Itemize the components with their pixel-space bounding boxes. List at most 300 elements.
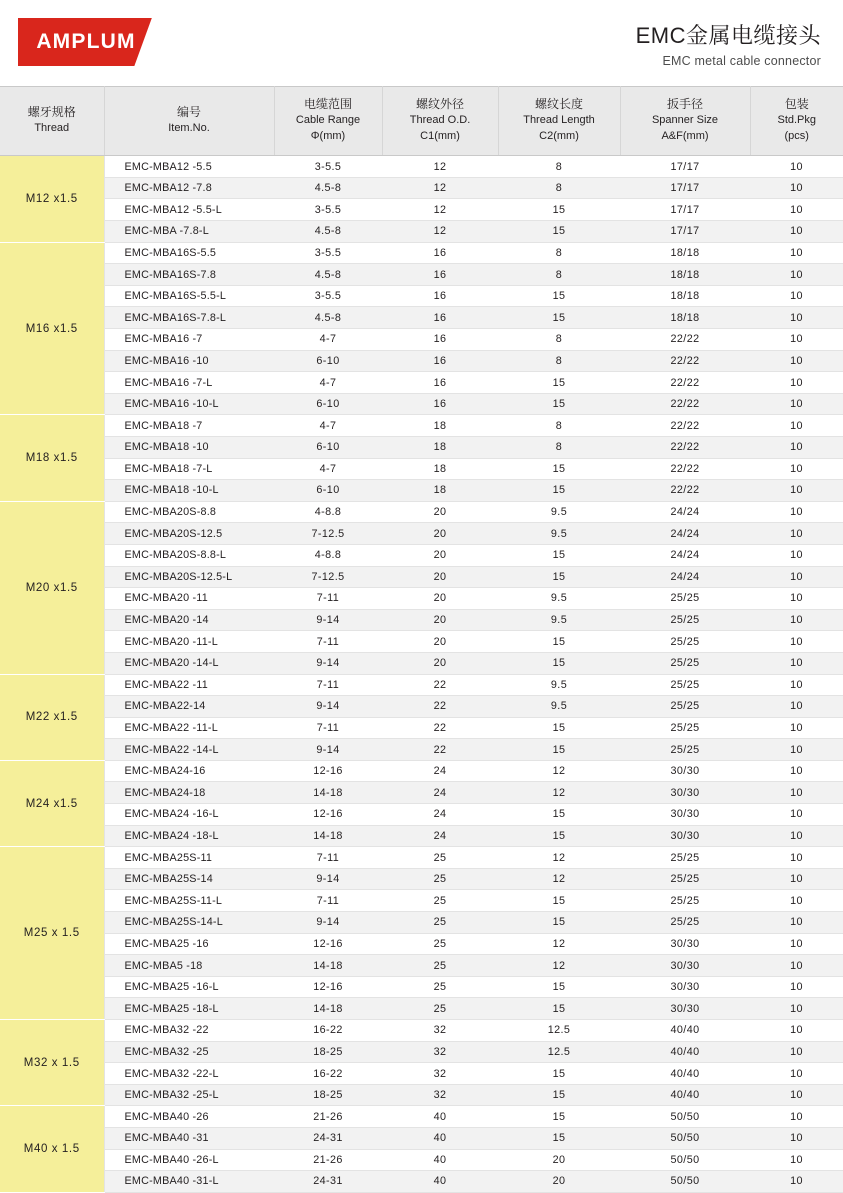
std-pkg-cell: 10	[750, 696, 843, 718]
thread-length-cell: 9.5	[498, 501, 620, 523]
std-pkg-cell: 10	[750, 825, 843, 847]
thread-od-cell: 32	[382, 1041, 498, 1063]
thread-group-cell: M32 x 1.5	[0, 1020, 104, 1106]
thread-od-cell: 16	[382, 393, 498, 415]
spanner-size-cell: 25/25	[620, 631, 750, 653]
item-no-cell: EMC-MBA18 -10-L	[104, 480, 274, 502]
std-pkg-cell: 10	[750, 804, 843, 826]
table-row	[0, 307, 843, 329]
thread-od-cell: 25	[382, 847, 498, 869]
column-header-unit: Φ(mm)	[310, 130, 346, 143]
thread-length-cell: 8	[498, 177, 620, 199]
item-no-cell: EMC-MBA24 -18-L	[104, 825, 274, 847]
column-header-1	[104, 87, 274, 156]
std-pkg-cell: 10	[750, 501, 843, 523]
table-header-row	[0, 87, 843, 156]
table-row	[0, 674, 843, 696]
std-pkg-cell: 10	[750, 912, 843, 934]
column-header-5	[620, 87, 750, 156]
std-pkg-cell: 10	[750, 544, 843, 566]
table-header	[0, 87, 843, 156]
spanner-size-cell: 24/24	[620, 523, 750, 545]
item-no-cell: EMC-MBA24-16	[104, 760, 274, 782]
column-header-en: Std.Pkg	[777, 114, 817, 127]
thread-length-cell: 15	[498, 199, 620, 221]
spanner-size-cell: 22/22	[620, 393, 750, 415]
spanner-size-cell: 22/22	[620, 480, 750, 502]
cable-range-cell: 12-16	[274, 760, 382, 782]
std-pkg-cell: 10	[750, 1084, 843, 1106]
table-row	[0, 436, 843, 458]
specification-table	[0, 86, 843, 1193]
spanner-size-cell: 40/40	[620, 1084, 750, 1106]
spanner-size-cell: 18/18	[620, 307, 750, 329]
spanner-size-cell: 50/50	[620, 1171, 750, 1193]
thread-length-cell: 12	[498, 955, 620, 977]
spanner-size-cell: 50/50	[620, 1106, 750, 1128]
thread-od-cell: 25	[382, 976, 498, 998]
table-row	[0, 631, 843, 653]
table-row	[0, 221, 843, 243]
thread-group-cell: M18 x1.5	[0, 415, 104, 501]
cable-range-cell: 24-31	[274, 1171, 382, 1193]
thread-length-cell: 20	[498, 1149, 620, 1171]
thread-length-cell: 15	[498, 1084, 620, 1106]
item-no-cell: EMC-MBA -7.8-L	[104, 221, 274, 243]
item-no-cell: EMC-MBA25 -16	[104, 933, 274, 955]
spanner-size-cell: 17/17	[620, 156, 750, 178]
thread-od-cell: 25	[382, 890, 498, 912]
spanner-size-cell: 22/22	[620, 372, 750, 394]
item-no-cell: EMC-MBA24 -16-L	[104, 804, 274, 826]
column-header-en: Spanner Size	[651, 114, 719, 127]
thread-length-cell: 15	[498, 1106, 620, 1128]
spanner-size-cell: 25/25	[620, 890, 750, 912]
table-row	[0, 976, 843, 998]
thread-od-cell: 25	[382, 868, 498, 890]
std-pkg-cell: 10	[750, 566, 843, 588]
cable-range-cell: 4.5-8	[274, 307, 382, 329]
table-row	[0, 955, 843, 977]
column-header-unit: A&F(mm)	[661, 130, 709, 143]
std-pkg-cell: 10	[750, 177, 843, 199]
thread-length-cell: 15	[498, 285, 620, 307]
spanner-size-cell: 40/40	[620, 1041, 750, 1063]
column-header-en: Cable Range	[295, 114, 361, 127]
std-pkg-cell: 10	[750, 1171, 843, 1193]
table-row	[0, 890, 843, 912]
page-title	[636, 18, 821, 68]
spanner-size-cell: 18/18	[620, 264, 750, 286]
std-pkg-cell: 10	[750, 415, 843, 437]
item-no-cell: EMC-MBA25S-11-L	[104, 890, 274, 912]
column-header-6	[750, 87, 843, 156]
thread-length-cell: 8	[498, 242, 620, 264]
item-no-cell: EMC-MBA24-18	[104, 782, 274, 804]
item-no-cell: EMC-MBA16 -10	[104, 350, 274, 372]
thread-od-cell: 25	[382, 955, 498, 977]
table-row	[0, 847, 843, 869]
table-row	[0, 199, 843, 221]
thread-od-cell: 16	[382, 264, 498, 286]
thread-od-cell: 32	[382, 1084, 498, 1106]
table-row	[0, 760, 843, 782]
table-row	[0, 1084, 843, 1106]
item-no-cell: EMC-MBA18 -7	[104, 415, 274, 437]
spanner-size-cell: 30/30	[620, 998, 750, 1020]
cable-range-cell: 21-26	[274, 1149, 382, 1171]
thread-length-cell: 15	[498, 221, 620, 243]
column-header-cn: 包装	[784, 97, 809, 111]
table-row	[0, 868, 843, 890]
item-no-cell: EMC-MBA16 -7-L	[104, 372, 274, 394]
spanner-size-cell: 17/17	[620, 221, 750, 243]
cable-range-cell: 6-10	[274, 350, 382, 372]
thread-group-cell: M40 x 1.5	[0, 1106, 104, 1192]
thread-length-cell: 15	[498, 825, 620, 847]
cable-range-cell: 9-14	[274, 652, 382, 674]
table-row	[0, 523, 843, 545]
thread-length-cell: 15	[498, 372, 620, 394]
std-pkg-cell: 10	[750, 868, 843, 890]
item-no-cell: EMC-MBA16 -7	[104, 329, 274, 351]
spanner-size-cell: 25/25	[620, 847, 750, 869]
cable-range-cell: 6-10	[274, 436, 382, 458]
std-pkg-cell: 10	[750, 221, 843, 243]
spanner-size-cell: 25/25	[620, 739, 750, 761]
cable-range-cell: 7-11	[274, 847, 382, 869]
column-header-en: Thread Length	[523, 114, 595, 127]
spanner-size-cell: 25/25	[620, 912, 750, 934]
spanner-size-cell: 50/50	[620, 1127, 750, 1149]
table-row	[0, 177, 843, 199]
item-no-cell: EMC-MBA25 -16-L	[104, 976, 274, 998]
item-no-cell: EMC-MBA22 -11	[104, 674, 274, 696]
item-no-cell: EMC-MBA5 -18	[104, 955, 274, 977]
spanner-size-cell: 25/25	[620, 674, 750, 696]
table-row	[0, 350, 843, 372]
column-header-2	[274, 87, 382, 156]
cable-range-cell: 6-10	[274, 393, 382, 415]
std-pkg-cell: 10	[750, 307, 843, 329]
cable-range-cell: 14-18	[274, 782, 382, 804]
table-row	[0, 1106, 843, 1128]
table-row	[0, 1149, 843, 1171]
std-pkg-cell: 10	[750, 480, 843, 502]
cable-range-cell: 12-16	[274, 976, 382, 998]
thread-length-cell: 15	[498, 998, 620, 1020]
spanner-size-cell: 30/30	[620, 782, 750, 804]
item-no-cell: EMC-MBA16S-5.5	[104, 242, 274, 264]
item-no-cell: EMC-MBA16S-5.5-L	[104, 285, 274, 307]
thread-od-cell: 25	[382, 998, 498, 1020]
thread-od-cell: 20	[382, 631, 498, 653]
item-no-cell: EMC-MBA12 -5.5	[104, 156, 274, 178]
thread-od-cell: 40	[382, 1171, 498, 1193]
cable-range-cell: 18-25	[274, 1084, 382, 1106]
std-pkg-cell: 10	[750, 717, 843, 739]
spanner-size-cell: 40/40	[620, 1063, 750, 1085]
thread-length-cell: 15	[498, 804, 620, 826]
item-no-cell: EMC-MBA22 -11-L	[104, 717, 274, 739]
cable-range-cell: 4.5-8	[274, 264, 382, 286]
std-pkg-cell: 10	[750, 976, 843, 998]
column-header-cn: 电缆范围	[303, 97, 352, 111]
table-row	[0, 285, 843, 307]
thread-od-cell: 16	[382, 307, 498, 329]
cable-range-cell: 7-12.5	[274, 566, 382, 588]
thread-length-cell: 9.5	[498, 674, 620, 696]
brand-logo	[18, 18, 172, 66]
spanner-size-cell: 25/25	[620, 717, 750, 739]
thread-od-cell: 20	[382, 588, 498, 610]
std-pkg-cell: 10	[750, 1041, 843, 1063]
table-row	[0, 1041, 843, 1063]
thread-length-cell: 9.5	[498, 523, 620, 545]
cable-range-cell: 14-18	[274, 998, 382, 1020]
table-row	[0, 544, 843, 566]
spanner-size-cell: 17/17	[620, 199, 750, 221]
std-pkg-cell: 10	[750, 760, 843, 782]
cable-range-cell: 4.5-8	[274, 177, 382, 199]
spanner-size-cell: 30/30	[620, 804, 750, 826]
thread-length-cell: 8	[498, 329, 620, 351]
item-no-cell: EMC-MBA40 -26	[104, 1106, 274, 1128]
cable-range-cell: 4-7	[274, 372, 382, 394]
thread-od-cell: 22	[382, 674, 498, 696]
thread-od-cell: 12	[382, 221, 498, 243]
std-pkg-cell: 10	[750, 350, 843, 372]
item-no-cell: EMC-MBA40 -31-L	[104, 1171, 274, 1193]
std-pkg-cell: 10	[750, 523, 843, 545]
thread-od-cell: 20	[382, 544, 498, 566]
std-pkg-cell: 10	[750, 329, 843, 351]
thread-length-cell: 15	[498, 544, 620, 566]
thread-od-cell: 16	[382, 329, 498, 351]
thread-od-cell: 22	[382, 739, 498, 761]
thread-length-cell: 9.5	[498, 609, 620, 631]
item-no-cell: EMC-MBA25S-14-L	[104, 912, 274, 934]
brand-logo-text: AMPLUM	[36, 30, 136, 53]
spanner-size-cell: 30/30	[620, 976, 750, 998]
thread-od-cell: 24	[382, 760, 498, 782]
column-header-unit: (pcs)	[784, 130, 809, 143]
thread-length-cell: 15	[498, 1127, 620, 1149]
table-row	[0, 1127, 843, 1149]
item-no-cell: EMC-MBA20S-8.8-L	[104, 544, 274, 566]
std-pkg-cell: 10	[750, 285, 843, 307]
cable-range-cell: 14-18	[274, 825, 382, 847]
thread-od-cell: 24	[382, 782, 498, 804]
table-row	[0, 501, 843, 523]
std-pkg-cell: 10	[750, 264, 843, 286]
column-header-cn: 编号	[176, 104, 201, 119]
thread-od-cell: 24	[382, 825, 498, 847]
spanner-size-cell: 50/50	[620, 1149, 750, 1171]
item-no-cell: EMC-MBA20S-8.8	[104, 501, 274, 523]
cable-range-cell: 4-7	[274, 458, 382, 480]
item-no-cell: EMC-MBA32 -22-L	[104, 1063, 274, 1085]
spanner-size-cell: 30/30	[620, 825, 750, 847]
std-pkg-cell: 10	[750, 998, 843, 1020]
table-row	[0, 1063, 843, 1085]
thread-od-cell: 18	[382, 480, 498, 502]
thread-od-cell: 12	[382, 156, 498, 178]
thread-length-cell: 12	[498, 847, 620, 869]
item-no-cell: EMC-MBA20S-12.5-L	[104, 566, 274, 588]
thread-od-cell: 18	[382, 436, 498, 458]
spanner-size-cell: 17/17	[620, 177, 750, 199]
thread-od-cell: 20	[382, 652, 498, 674]
thread-od-cell: 18	[382, 415, 498, 437]
spanner-size-cell: 30/30	[620, 955, 750, 977]
cable-range-cell: 9-14	[274, 912, 382, 934]
std-pkg-cell: 10	[750, 631, 843, 653]
thread-od-cell: 25	[382, 933, 498, 955]
cable-range-cell: 24-31	[274, 1127, 382, 1149]
std-pkg-cell: 10	[750, 458, 843, 480]
item-no-cell: EMC-MBA32 -25	[104, 1041, 274, 1063]
item-no-cell: EMC-MBA16S-7.8-L	[104, 307, 274, 329]
table-row	[0, 739, 843, 761]
thread-od-cell: 20	[382, 501, 498, 523]
thread-length-cell: 8	[498, 350, 620, 372]
table-row	[0, 933, 843, 955]
table-row	[0, 588, 843, 610]
thread-length-cell: 15	[498, 739, 620, 761]
thread-od-cell: 22	[382, 717, 498, 739]
thread-length-cell: 15	[498, 458, 620, 480]
spanner-size-cell: 25/25	[620, 868, 750, 890]
item-no-cell: EMC-MBA12 -7.8	[104, 177, 274, 199]
thread-length-cell: 12	[498, 868, 620, 890]
thread-od-cell: 18	[382, 458, 498, 480]
thread-od-cell: 40	[382, 1149, 498, 1171]
cable-range-cell: 9-14	[274, 609, 382, 631]
item-no-cell: EMC-MBA20 -11-L	[104, 631, 274, 653]
item-no-cell: EMC-MBA25S-11	[104, 847, 274, 869]
cable-range-cell: 12-16	[274, 804, 382, 826]
table-row	[0, 912, 843, 934]
std-pkg-cell: 10	[750, 1106, 843, 1128]
std-pkg-cell: 10	[750, 847, 843, 869]
spanner-size-cell: 18/18	[620, 242, 750, 264]
cable-range-cell: 3-5.5	[274, 242, 382, 264]
spanner-size-cell: 25/25	[620, 588, 750, 610]
thread-length-cell: 20	[498, 1171, 620, 1193]
spanner-size-cell: 24/24	[620, 501, 750, 523]
thread-group-cell: M20 x1.5	[0, 501, 104, 674]
spanner-size-cell: 25/25	[620, 652, 750, 674]
cable-range-cell: 7-11	[274, 890, 382, 912]
item-no-cell: EMC-MBA40 -31	[104, 1127, 274, 1149]
item-no-cell: EMC-MBA18 -7-L	[104, 458, 274, 480]
std-pkg-cell: 10	[750, 782, 843, 804]
thread-od-cell: 12	[382, 199, 498, 221]
std-pkg-cell: 10	[750, 372, 843, 394]
column-header-4	[498, 87, 620, 156]
column-header-en: Item.No.	[168, 122, 210, 135]
cable-range-cell: 7-11	[274, 717, 382, 739]
item-no-cell: EMC-MBA25 -18-L	[104, 998, 274, 1020]
spanner-size-cell: 22/22	[620, 415, 750, 437]
thread-length-cell: 15	[498, 480, 620, 502]
thread-od-cell: 32	[382, 1063, 498, 1085]
table-row	[0, 652, 843, 674]
item-no-cell: EMC-MBA20 -14-L	[104, 652, 274, 674]
spanner-size-cell: 22/22	[620, 458, 750, 480]
thread-group-cell: M16 x1.5	[0, 242, 104, 415]
std-pkg-cell: 10	[750, 242, 843, 264]
spanner-size-cell: 22/22	[620, 436, 750, 458]
page-header	[0, 0, 843, 86]
table-row	[0, 372, 843, 394]
std-pkg-cell: 10	[750, 890, 843, 912]
table-row	[0, 242, 843, 264]
cable-range-cell: 3-5.5	[274, 285, 382, 307]
thread-length-cell: 15	[498, 890, 620, 912]
std-pkg-cell: 10	[750, 1149, 843, 1171]
spanner-size-cell: 30/30	[620, 933, 750, 955]
thread-length-cell: 12.5	[498, 1020, 620, 1042]
thread-length-cell: 8	[498, 156, 620, 178]
cable-range-cell: 4-8.8	[274, 501, 382, 523]
thread-group-cell: M22 x1.5	[0, 674, 104, 760]
cable-range-cell: 4-7	[274, 415, 382, 437]
table-row	[0, 566, 843, 588]
table-row	[0, 480, 843, 502]
cable-range-cell: 7-12.5	[274, 523, 382, 545]
cable-range-cell: 16-22	[274, 1020, 382, 1042]
std-pkg-cell: 10	[750, 933, 843, 955]
cable-range-cell: 14-18	[274, 955, 382, 977]
thread-length-cell: 15	[498, 393, 620, 415]
table-row	[0, 264, 843, 286]
cable-range-cell: 6-10	[274, 480, 382, 502]
column-header-en: Thread O.D.	[409, 114, 471, 127]
spanner-size-cell: 30/30	[620, 760, 750, 782]
item-no-cell: EMC-MBA12 -5.5-L	[104, 199, 274, 221]
table-row	[0, 1020, 843, 1042]
table-row	[0, 415, 843, 437]
cable-range-cell: 21-26	[274, 1106, 382, 1128]
column-header-cn: 螺纹长度	[534, 97, 583, 111]
table-row	[0, 156, 843, 178]
cable-range-cell: 9-14	[274, 739, 382, 761]
spanner-size-cell: 22/22	[620, 350, 750, 372]
thread-length-cell: 8	[498, 436, 620, 458]
item-no-cell: EMC-MBA20 -14	[104, 609, 274, 631]
std-pkg-cell: 10	[750, 199, 843, 221]
cable-range-cell: 4-7	[274, 329, 382, 351]
spanner-size-cell: 25/25	[620, 609, 750, 631]
thread-od-cell: 16	[382, 350, 498, 372]
spanner-size-cell: 18/18	[620, 285, 750, 307]
column-header-cn: 螺牙规格	[27, 104, 76, 119]
spanner-size-cell: 22/22	[620, 329, 750, 351]
thread-od-cell: 22	[382, 696, 498, 718]
cable-range-cell: 3-5.5	[274, 199, 382, 221]
item-no-cell: EMC-MBA40 -26-L	[104, 1149, 274, 1171]
page-title-en: EMC metal cable connector	[662, 53, 821, 68]
table-row	[0, 393, 843, 415]
thread-group-cell: M12 x1.5	[0, 156, 104, 242]
std-pkg-cell: 10	[750, 609, 843, 631]
cable-range-cell: 4-8.8	[274, 544, 382, 566]
cable-range-cell: 7-11	[274, 631, 382, 653]
thread-length-cell: 15	[498, 631, 620, 653]
thread-group-cell: M25 x 1.5	[0, 847, 104, 1020]
